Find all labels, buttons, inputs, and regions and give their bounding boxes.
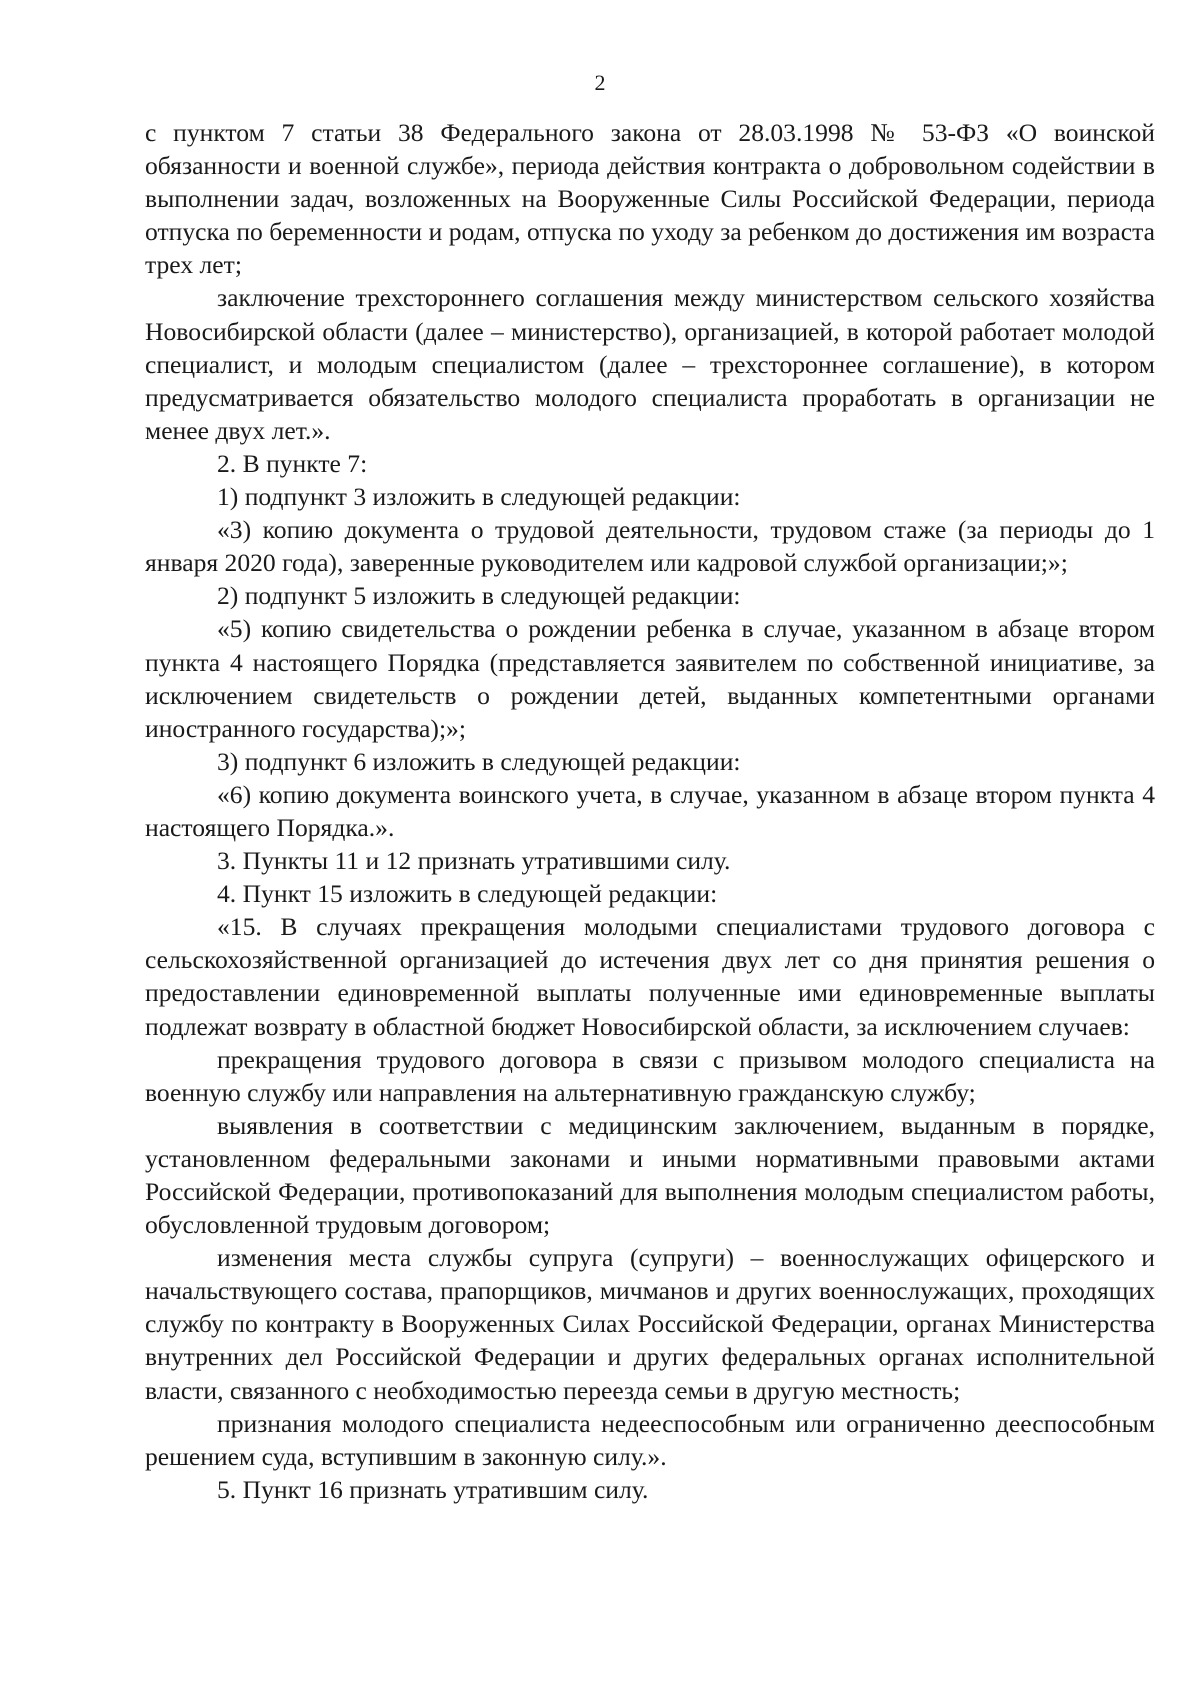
paragraph-case-medical: выявления в соответствии с медицинским заключением, выданным в порядке, установленном федеральными законами и иными нормативными правовыми актами Российской Федерации, противопоказаний для выполнения молодым специалистом работы, обусловленной трудовым договором; [145, 1110, 1155, 1240]
paragraph-subitem-1: 1) подпункт 3 изложить в следующей редакции: [217, 482, 741, 512]
paragraph-item-5: 5. Пункт 16 признать утратившим силу. [217, 1474, 649, 1504]
paragraph-subitem-5-text: «5) копию свидетельства о рождении ребенка в случае, указанном в абзаце втором пункта 4 настоящего Порядка (представляется заявителем по собственной инициативе, за исключением свидетельств о рождении детей, выданных компетентными органами иностранного государства);»; [145, 614, 1155, 743]
paragraph-subitem-6-text: «6) копию документа воинского учета, в случае, указанном в абзаце втором пункта 4 настоящего Порядка.». [145, 779, 1155, 842]
paragraph-case-military-service: прекращения трудового договора в связи с призывом молодого специалиста на военную службу или направления на альтернативную гражданскую службу; [145, 1044, 1155, 1107]
paragraph-case-spouse-relocation: изменения места службы супруга (супруги) – военнослужащих офицерского и начальствующего состава, прапорщиков, мичманов и других военнослужащих, проходящих службу по контракту в Вооруженных Силах Российской Федерации, органах Министерства внутренних дел Российской Федерации и других федеральных органах исполнительной власти, связанного с необходимостью переезда семьи в другую местность; [145, 1243, 1155, 1405]
paragraph-subitem-2: 2) подпункт 5 изложить в следующей редакции: [217, 581, 741, 611]
paragraph-trilateral-agreement: заключение трехстороннего соглашения между министерством сельского хозяйства Новосибирской области (далее – министерство), организацией, в которой работает молодой специалист, и молодым специалистом (далее – трехстороннее соглашение), в котором предусматривается обязательство молодого специалиста проработать в организации не менее двух лет.». [145, 283, 1155, 445]
paragraph-item-4: 4. Пункт 15 изложить в следующей редакции: [217, 879, 718, 909]
paragraph-case-incapacity: признания молодого специалиста недееспособным или ограниченно дееспособным решением суда, вступившим в законную силу.». [145, 1408, 1155, 1471]
paragraph-continuation: с пунктом 7 статьи 38 Федерального закона от 28.03.1998 № 53-ФЗ «О воинской обязанности и военной службе», периода действия контракта о добровольном содействии в выполнении задач, возложенных на Вооруженные Силы Российской Федерации, периода отпуска по беременности и родам, отпуска по уходу за ребенком до достижения им возраста трех лет; [145, 118, 1155, 280]
document-body [145, 116, 1155, 1506]
paragraph-item-15-text: «15. В случаях прекращения молодыми специалистами трудового договора с сельскохозяйственной организацией до истечения двух лет со дня принятия решения о предоставлении единовременной выплаты полученные ими единовременные выплаты подлежат возврату в областной бюджет Новосибирской области, за исключением случаев: [145, 912, 1155, 1041]
page-number: 2 [594, 70, 606, 95]
paragraph-subitem-3: 3) подпункт 6 изложить в следующей редакции: [217, 746, 741, 776]
paragraph-item-2: 2. В пункте 7: [217, 448, 368, 478]
paragraph-subitem-3-text: «3) копию документа о трудовой деятельности, трудовом стаже (за периоды до 1 января 2020 года), заверенные руководителем или кадровой службой организации;»; [145, 515, 1155, 578]
paragraph-item-3: 3. Пункты 11 и 12 признать утратившими силу. [217, 846, 731, 876]
